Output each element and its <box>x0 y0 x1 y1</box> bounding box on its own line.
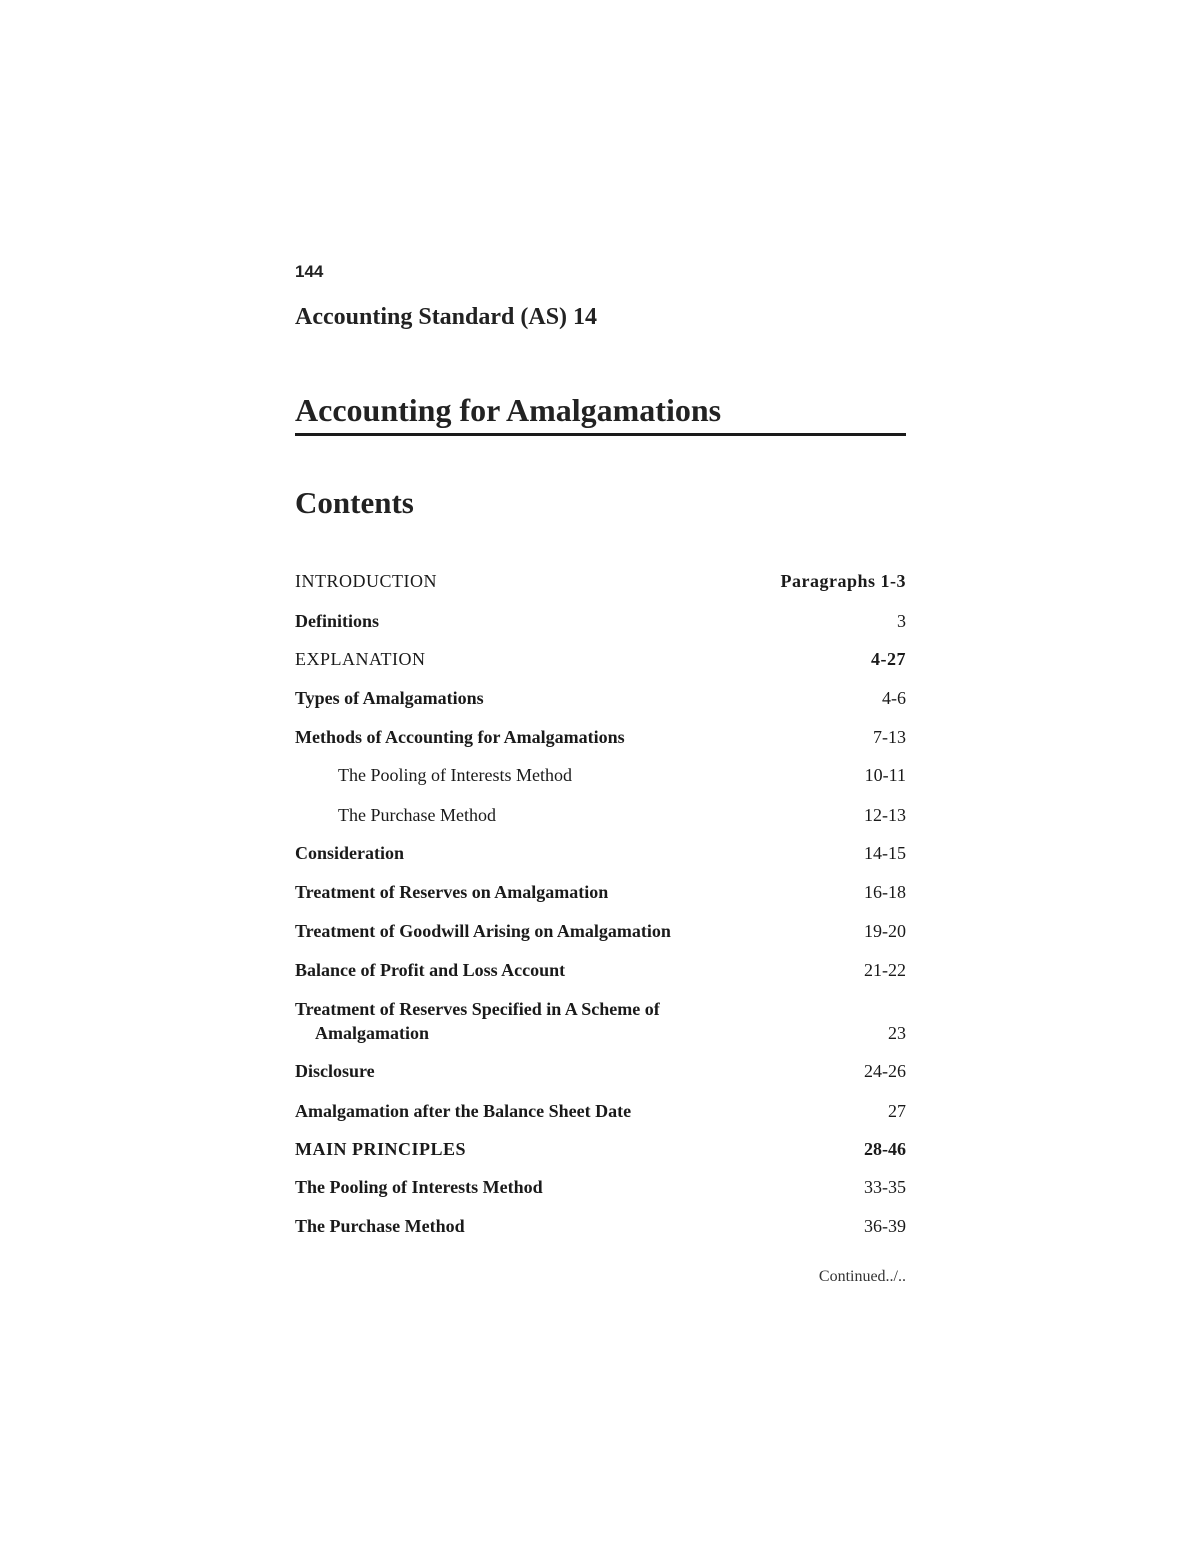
toc-ref: 7-13 <box>873 727 906 747</box>
toc-label: Disclosure <box>295 1061 375 1081</box>
toc-row-disclosure <box>295 1059 906 1083</box>
standard-label: Accounting Standard (AS) 14 <box>295 304 598 330</box>
continued-note: Continued../.. <box>818 1268 906 1285</box>
toc-label: The Pooling of Interests Method <box>338 765 572 785</box>
toc-row-purchase-main <box>295 1214 906 1238</box>
toc-label: Consideration <box>295 843 405 863</box>
toc-row-after-balance-sheet <box>295 1099 906 1123</box>
toc-ref: 19-20 <box>864 921 906 941</box>
toc-ref: 27 <box>888 1101 906 1121</box>
toc-ref: 14-15 <box>864 843 906 863</box>
toc-label: Methods of Accounting for Amalgamations <box>295 727 625 747</box>
toc-label: INTRODUCTION <box>295 571 437 591</box>
toc-ref: 4-27 <box>871 649 906 669</box>
toc-row-types <box>295 686 906 710</box>
toc-label: Definitions <box>295 611 380 631</box>
toc-label: The Purchase Method <box>338 805 496 825</box>
toc-label: The Pooling of Interests Method <box>295 1177 543 1197</box>
toc-row-purchase-sub <box>295 803 906 827</box>
toc-row-methods <box>295 725 906 749</box>
toc-label: Balance of Profit and Loss Account <box>295 960 566 980</box>
toc-row-definitions <box>295 609 906 633</box>
toc-ref: 23 <box>888 1023 906 1043</box>
toc-row-reserves <box>295 880 906 904</box>
toc-row-consideration <box>295 841 906 865</box>
toc-row-reserves-scheme <box>295 997 906 1045</box>
toc-ref: 12-13 <box>864 805 906 825</box>
toc-ref: Paragraphs 1-3 <box>780 571 906 591</box>
toc-label-line2: Amalgamation <box>315 1023 429 1043</box>
toc-row-main-principles <box>295 1137 906 1161</box>
toc-ref: 21-22 <box>864 960 906 980</box>
toc-row-profit-loss <box>295 958 906 982</box>
toc-label <box>295 997 735 1045</box>
toc-ref: 16-18 <box>864 882 906 902</box>
toc-label: Treatment of Reserves on Amalgamation <box>295 882 609 902</box>
toc-ref: 4-6 <box>882 688 906 708</box>
toc-label: EXPLANATION <box>295 649 426 669</box>
toc-label: The Purchase Method <box>295 1216 465 1236</box>
toc-label-line1: Treatment of Reserves Specified in A Scheme of <box>295 999 660 1019</box>
toc-label: Treatment of Goodwill Arising on Amalgamation <box>295 921 671 941</box>
toc-ref: 28-46 <box>864 1139 906 1159</box>
toc-ref: 3 <box>897 611 906 631</box>
toc-ref: 33-35 <box>864 1177 906 1197</box>
toc-ref: 36-39 <box>864 1216 906 1236</box>
contents-heading: Contents <box>295 485 414 520</box>
toc-label: Types of Amalgamations <box>295 688 484 708</box>
page-title: Accounting for Amalgamations <box>295 392 906 436</box>
page-number: 144 <box>295 262 324 281</box>
toc-row-goodwill <box>295 919 906 943</box>
toc-row-introduction <box>295 569 906 593</box>
toc-ref: 10-11 <box>864 765 906 785</box>
toc-label: MAIN PRINCIPLES <box>295 1139 467 1159</box>
toc-row-explanation <box>295 647 906 671</box>
toc-label: Amalgamation after the Balance Sheet Date <box>295 1101 632 1121</box>
toc-ref: 24-26 <box>864 1061 906 1081</box>
toc-row-pooling-sub <box>295 763 906 787</box>
toc-row-pooling-main <box>295 1175 906 1199</box>
